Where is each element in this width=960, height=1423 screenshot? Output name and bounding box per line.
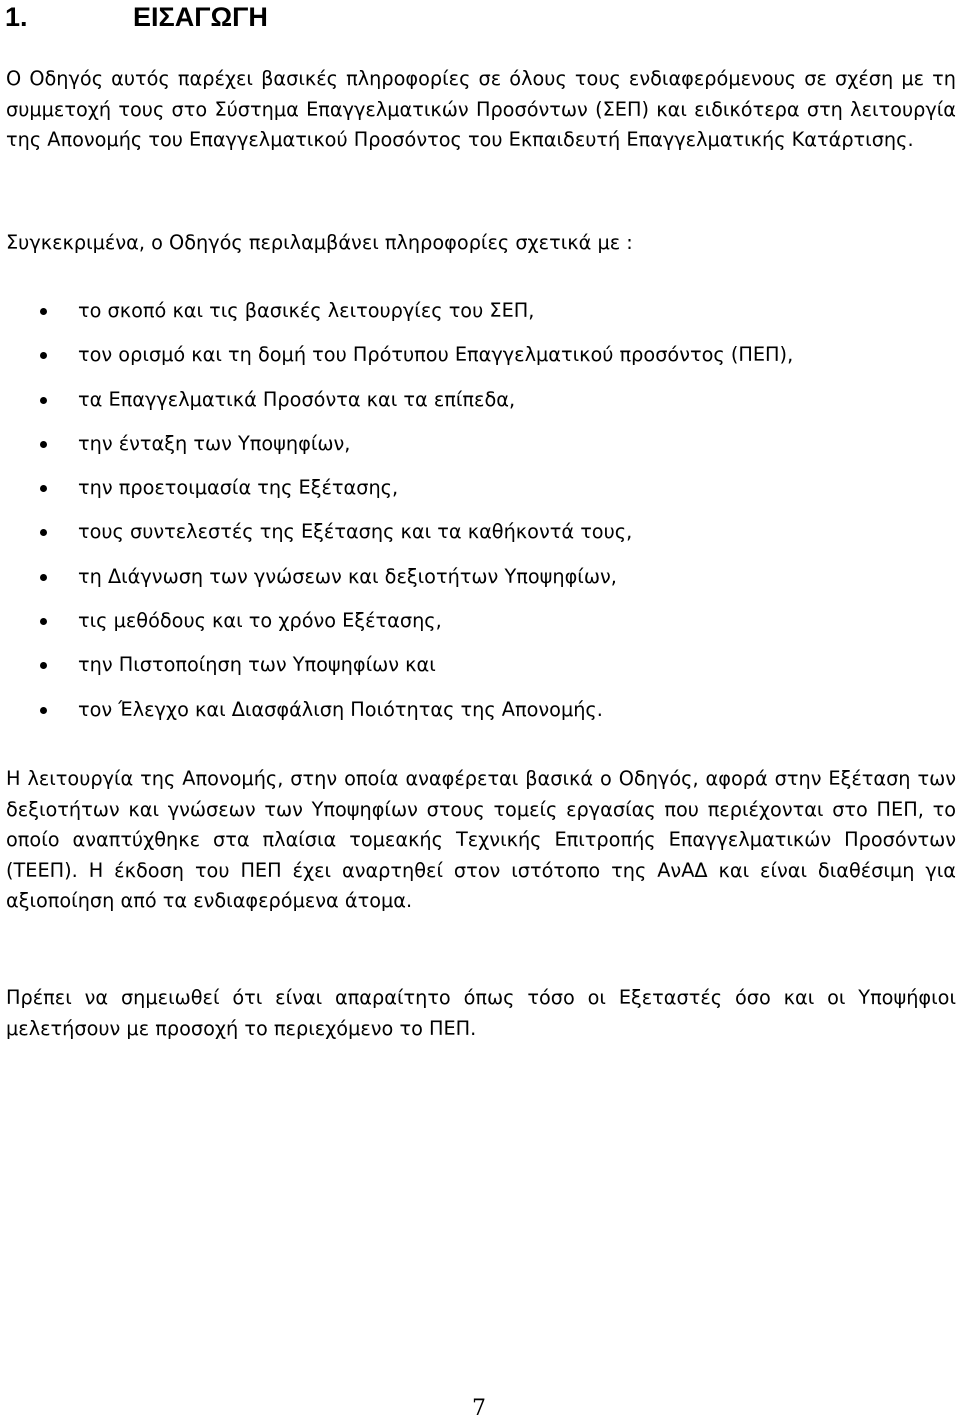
list-item-text: τα Επαγγελματικά Προσόντα και τα επίπεδα, (78, 387, 516, 411)
bullet-icon (40, 397, 47, 404)
list-item-text: τον ορισμό και τη δομή του Πρότυπου Επαγγελματικού προσόντος (ΠΕΠ), (78, 343, 794, 367)
list-item (0, 429, 960, 473)
list-item-text: το σκοπό και τις βασικές λειτουργίες του ΣΕΠ, (78, 299, 535, 322)
bullet-icon (40, 618, 47, 625)
list-item-text: τον Έλεγχο και Διασφάλιση Ποιότητας της Απονομής. (78, 697, 603, 721)
bullet-icon (40, 529, 47, 536)
intro-paragraph: Ο Οδηγός αυτός παρέχει βασικές πληροφορίες σε όλους τους ενδιαφερόμενους σε σχέση με τη συμμετοχή τους στο Σύστημα Επαγγελματικών Προσόντων (ΣΕΠ) και ειδικότερα στη λειτουργία της Απονομής του Επαγγελματικού Προσόντος του Εκπαιδευτή Επαγγελματικής Κατάρτισης. (6, 67, 956, 151)
list-item-text: τις μεθόδους και το χρόνο Εξέτασης, (78, 609, 442, 633)
list-item (0, 517, 960, 561)
bullet-icon (40, 485, 47, 492)
section-number: 1. (5, 2, 28, 32)
bullet-icon (40, 441, 47, 448)
bullet-icon (40, 308, 47, 315)
list-item (0, 385, 960, 429)
bullet-icon (40, 352, 47, 359)
list-item (0, 606, 960, 650)
list-item-text: τους συντελεστές της Εξέτασης και τα καθήκοντά τους, (78, 520, 633, 544)
list-item-text: την προετοιμασία της Εξέτασης, (78, 476, 399, 500)
note-paragraph: Πρέπει να σημειωθεί ότι είναι απαραίτητο όπως τόσο οι Εξεταστές όσο και οι Υποψήφιοι μελετήσουν με προσοχή το περιεχόμενο το ΠΕΠ. (6, 986, 956, 1040)
list-item-text: τη Διάγνωση των γνώσεων και δεξιοτήτων Υποψηφίων, (78, 564, 617, 588)
bullet-icon (40, 707, 47, 714)
function-paragraph: Η λειτουργία της Απονομής, στην οποία αναφέρεται βασικά ο Οδηγός, αφορά στην Εξέταση των δεξιοτήτων και γνώσεων των Υποψηφίων στους τομείς εργασίας που περιέχονται στο ΠΕΠ, το οποίο αναπτύχθηκε στα πλαίσια τομεακής Τεχνικής Επιτροπής Επαγγελματικών Προσόντων (ΤΕΕΠ). Η έκδοση του ΠΕΠ έχει αναρτηθεί στον ιστότοπο της ΑνΑΔ και είναι διαθέσιμη για αξιοποίηση από τα ενδιαφερόμενα άτομα. (6, 767, 956, 912)
section-heading (5, 0, 268, 34)
list-item (0, 695, 960, 739)
topics-list (0, 296, 960, 739)
section-title: ΕΙΣΑΓΩΓΗ (133, 2, 268, 32)
lead-in-paragraph: Συγκεκριμένα, ο Οδηγός περιλαμβάνει πληροφορίες σχετικά με : (6, 231, 633, 254)
bullet-icon (40, 662, 47, 669)
list-item-text: την ένταξη των Υποψηφίων, (78, 431, 351, 455)
page-number: 7 (472, 1396, 486, 1421)
list-item (0, 650, 960, 694)
list-item (0, 473, 960, 517)
list-item (0, 340, 960, 384)
list-item (0, 562, 960, 606)
bullet-icon (40, 574, 47, 581)
list-item-text: την Πιστοποίηση των Υποψηφίων και (78, 653, 436, 677)
list-item (0, 296, 960, 340)
